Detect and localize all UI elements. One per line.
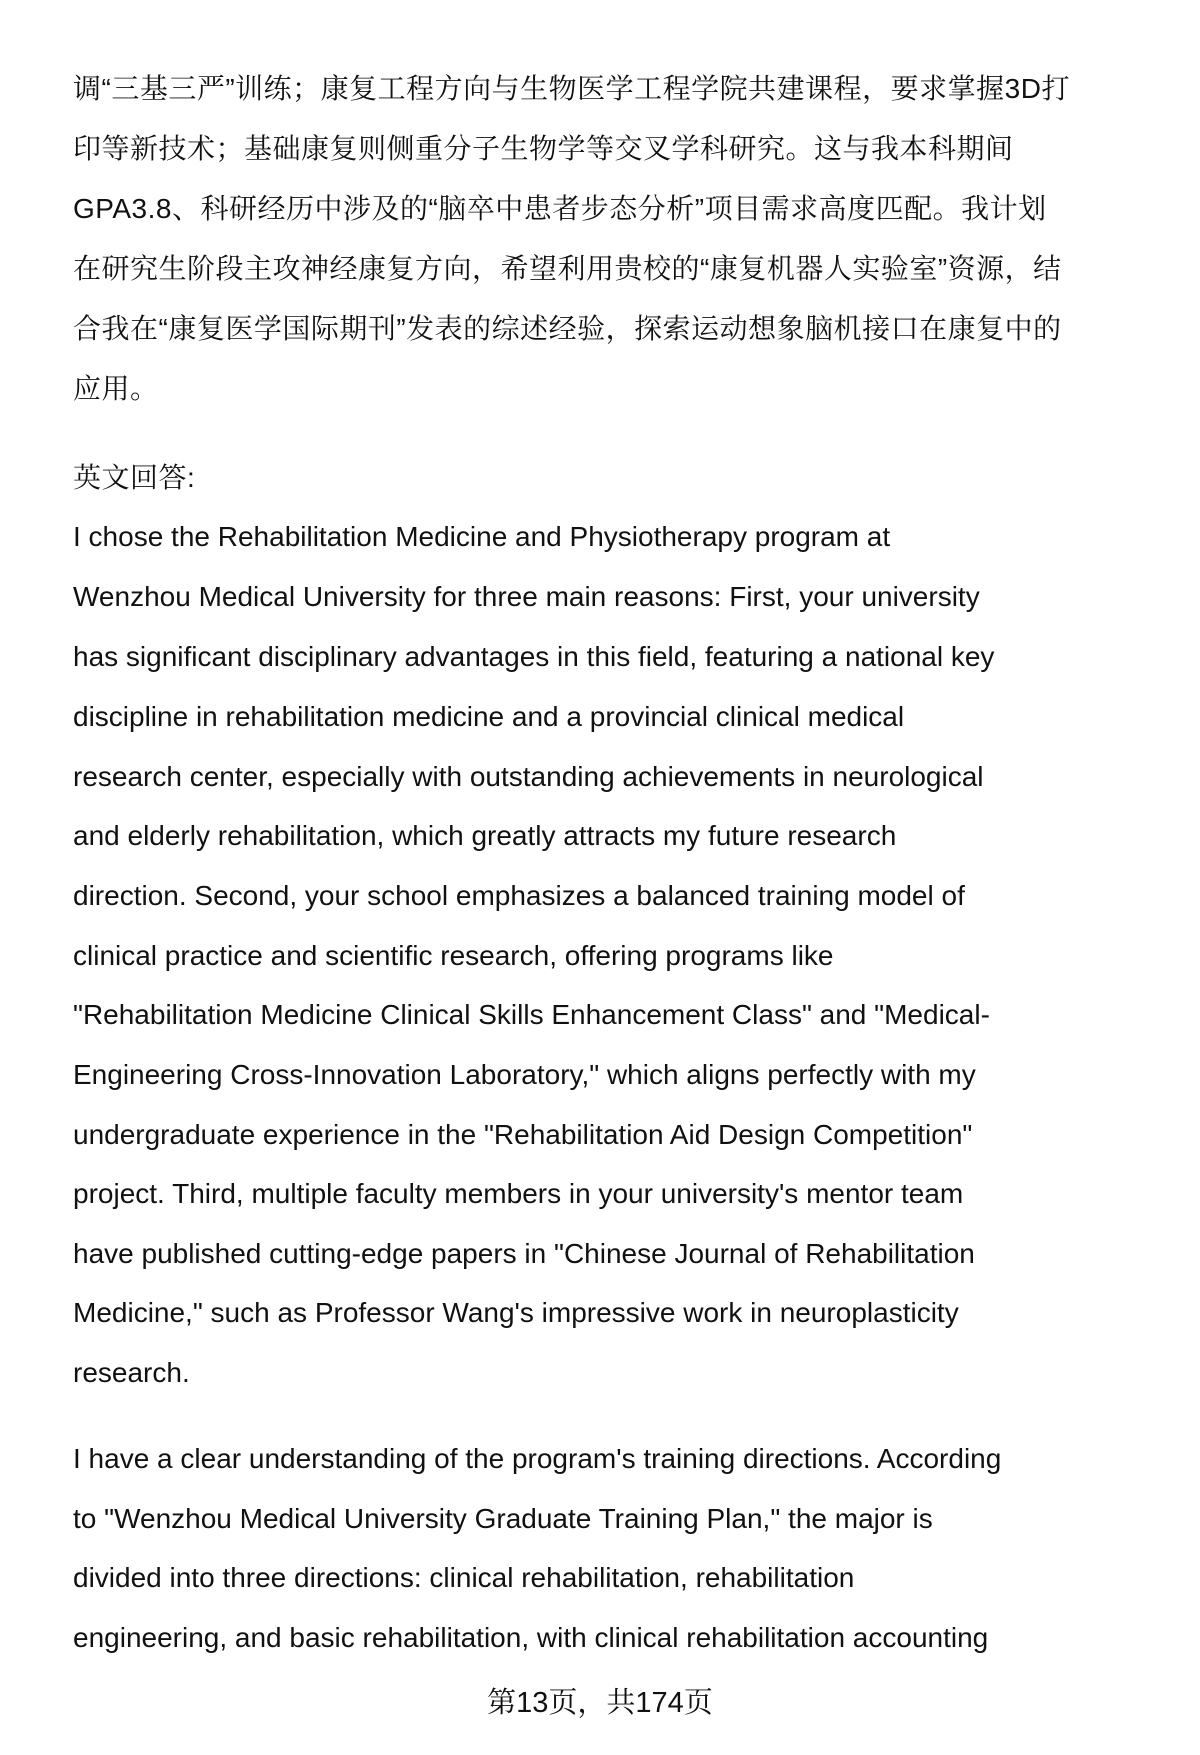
text-line: research.: [73, 1357, 190, 1388]
text-line: have published cutting-edge papers in "Chinese Journal of Rehabilitation: [73, 1238, 975, 1269]
text-line: Medicine," such as Professor Wang's impressive work in neuroplasticity: [73, 1297, 959, 1328]
text-line: research center, especially with outstanding achievements in neurological: [73, 761, 984, 792]
text-line: 在研究生阶段主攻神经康复方向，希望利用贵校的“康复机器人实验室”资源，结: [73, 253, 1062, 284]
text-line: engineering, and basic rehabilitation, with clinical rehabilitation accounting: [73, 1622, 989, 1653]
text-line: I chose the Rehabilitation Medicine and Physiotherapy program at: [73, 521, 891, 552]
page-number: 第13页，共174页: [487, 1687, 713, 1719]
text-line: I have a clear understanding of the program's training directions. According: [73, 1443, 1002, 1474]
text-line: 合我在“康复医学国际期刊”发表的综述经验，探索运动想象脑机接口在康复中的: [73, 313, 1062, 344]
text-line: 调“三基三严”训练；康复工程方向与生物医学工程学院共建课程，要求掌握3D打: [73, 73, 1070, 104]
text-line: clinical practice and scientific research, offering programs like: [73, 940, 834, 971]
text-line: 应用。: [73, 373, 159, 404]
text-line: undergraduate experience in the "Rehabilitation Aid Design Competition": [73, 1119, 973, 1150]
text-line: discipline in rehabilitation medicine and a provincial clinical medical: [73, 701, 905, 732]
english-answer-heading: 英文回答:: [73, 462, 196, 493]
text-line: has significant disciplinary advantages in this field, featuring a national key: [73, 641, 995, 672]
text-line: Wenzhou Medical University for three main reasons: First, your university: [73, 581, 980, 612]
text-line: project. Third, multiple faculty members in your university's mentor team: [73, 1178, 964, 1209]
text-line: to "Wenzhou Medical University Graduate Training Plan," the major is: [73, 1503, 933, 1534]
text-line: 印等新技术；基础康复则侧重分子生物学等交叉学科研究。这与我本科期间: [73, 133, 1014, 164]
text-line: "Rehabilitation Medicine Clinical Skills Enhancement Class" and "Medical-: [73, 999, 990, 1030]
text-line: GPA3.8、科研经历中涉及的“脑卒中患者步态分析”项目需求高度匹配。我计划: [73, 193, 1047, 224]
text-line: direction. Second, your school emphasizes a balanced training model of: [73, 880, 965, 911]
text-line: divided into three directions: clinical rehabilitation, rehabilitation: [73, 1562, 855, 1593]
text-line: Engineering Cross-Innovation Laboratory," which aligns perfectly with my: [73, 1059, 976, 1090]
text-line: and elderly rehabilitation, which greatly attracts my future research: [73, 820, 897, 851]
